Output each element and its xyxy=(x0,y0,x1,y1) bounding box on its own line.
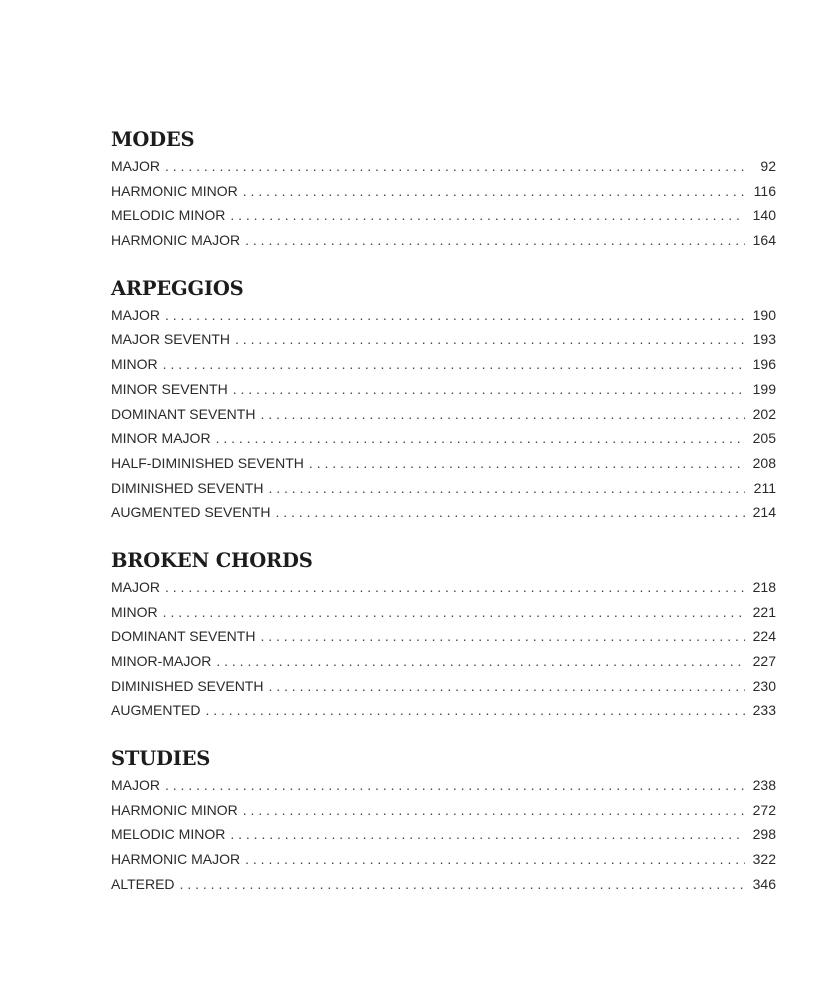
dot-leader xyxy=(268,476,745,501)
dot-leader xyxy=(216,426,745,451)
toc-entry[interactable] xyxy=(111,327,776,352)
toc-entry[interactable] xyxy=(111,228,776,253)
toc-entry[interactable] xyxy=(111,402,776,427)
entry-page-number: 218 xyxy=(752,578,776,595)
entry-label: DIMINISHED SEVENTH xyxy=(111,479,264,496)
entry-page-number: 272 xyxy=(752,801,776,818)
entry-label: MAJOR xyxy=(111,578,160,595)
entry-page-number: 205 xyxy=(752,430,776,447)
section-title: BROKEN CHORDS xyxy=(111,548,313,572)
toc-entry[interactable] xyxy=(111,303,776,328)
entry-label: DOMINANT SEVENTH xyxy=(111,405,256,422)
toc-entry[interactable] xyxy=(111,377,776,402)
toc-entry[interactable] xyxy=(111,649,776,674)
dot-leader xyxy=(245,847,745,872)
dot-leader xyxy=(275,500,745,525)
entry-label: HARMONIC MAJOR xyxy=(111,851,241,868)
toc-entry[interactable] xyxy=(111,575,776,600)
entry-label: MAJOR xyxy=(111,777,160,794)
entry-label: HARMONIC MINOR xyxy=(111,182,238,199)
entry-page-number: 298 xyxy=(752,826,776,843)
entry-label: AUGMENTED xyxy=(111,702,201,719)
entry-page-number: 346 xyxy=(752,875,776,892)
toc-entry[interactable] xyxy=(111,352,776,377)
toc-entry[interactable] xyxy=(111,674,776,699)
entry-label: MELODIC MINOR xyxy=(111,207,226,224)
section-title: MODES xyxy=(111,128,195,151)
entry-page-number: 199 xyxy=(752,380,776,397)
entry-label: MAJOR xyxy=(111,306,160,323)
toc-section-broken-chords xyxy=(111,548,776,723)
entry-label: MINOR SEVENTH xyxy=(111,380,228,397)
entry-label: AUGMENTED SEVENTH xyxy=(111,504,271,521)
entry-page-number: 238 xyxy=(752,777,776,794)
dot-leader xyxy=(243,179,745,204)
dot-leader xyxy=(165,154,745,179)
entry-page-number: 208 xyxy=(752,454,776,471)
dot-leader xyxy=(180,872,745,897)
dot-leader xyxy=(230,203,745,228)
entry-label: MINOR xyxy=(111,603,158,620)
entry-label: HARMONIC MAJOR xyxy=(111,232,241,249)
section-title: STUDIES xyxy=(111,747,211,771)
toc-entry[interactable] xyxy=(111,773,776,798)
toc-entry[interactable] xyxy=(111,203,776,228)
toc-section-modes xyxy=(111,127,776,253)
toc-entry[interactable] xyxy=(111,698,776,723)
entry-page-number: 193 xyxy=(752,331,776,348)
toc-entry[interactable] xyxy=(111,822,776,847)
entry-page-number: 322 xyxy=(752,851,776,868)
toc-entry[interactable] xyxy=(111,798,776,823)
dot-leader xyxy=(205,698,745,723)
entry-page-number: 224 xyxy=(752,628,776,645)
entry-page-number: 164 xyxy=(752,232,776,249)
entry-label: HARMONIC MINOR xyxy=(111,801,238,818)
entry-label: MINOR-MAJOR xyxy=(111,653,212,669)
entry-label: MINOR MAJOR xyxy=(111,430,211,447)
toc-entry[interactable] xyxy=(111,451,776,476)
entry-page-number: 230 xyxy=(752,677,776,694)
dot-leader xyxy=(245,228,745,253)
table-of-contents xyxy=(111,127,776,897)
dot-leader xyxy=(165,575,745,600)
entry-page-number: 221 xyxy=(752,603,776,620)
toc-entry[interactable] xyxy=(111,426,776,451)
dot-leader xyxy=(163,352,745,377)
dot-leader xyxy=(165,303,745,328)
dot-leader xyxy=(216,649,745,674)
toc-section-arpeggios xyxy=(111,276,776,525)
toc-entry[interactable] xyxy=(111,476,776,501)
toc-entry[interactable] xyxy=(111,179,776,204)
entry-page-number: 202 xyxy=(752,405,776,422)
dot-leader xyxy=(233,377,745,402)
entry-label: DIMINISHED SEVENTH xyxy=(111,677,264,694)
entry-page-number: 227 xyxy=(752,653,776,669)
entry-page-number: 196 xyxy=(752,356,776,373)
dot-leader xyxy=(230,822,745,847)
toc-entry[interactable] xyxy=(111,847,776,872)
dot-leader xyxy=(268,674,745,699)
entry-page-number: 214 xyxy=(752,504,776,521)
entry-page-number: 211 xyxy=(753,479,776,496)
toc-entry[interactable] xyxy=(111,154,776,179)
entry-page-number: 190 xyxy=(752,306,776,323)
entry-label: HALF-DIMINISHED SEVENTH xyxy=(111,454,304,471)
entry-label: MELODIC MINOR xyxy=(111,826,226,843)
entry-label: MAJOR SEVENTH xyxy=(111,331,231,348)
dot-leader xyxy=(235,327,745,352)
entry-label: ALTERED xyxy=(111,875,175,892)
toc-entry[interactable] xyxy=(111,872,776,897)
toc-entry[interactable] xyxy=(111,500,776,525)
entry-page-number: 140 xyxy=(752,207,776,224)
section-title: ARPEGGIOS xyxy=(111,276,244,300)
dot-leader xyxy=(260,624,745,649)
dot-leader xyxy=(309,451,745,476)
entry-label: MINOR xyxy=(111,356,158,373)
entry-page-number: 233 xyxy=(752,702,776,719)
entry-label: MAJOR xyxy=(111,158,160,174)
dot-leader xyxy=(243,798,745,823)
entry-page-number: 116 xyxy=(753,182,776,199)
dot-leader xyxy=(163,600,745,625)
dot-leader xyxy=(260,402,745,427)
dot-leader xyxy=(165,773,745,798)
entry-page-number: 92 xyxy=(760,158,776,174)
entry-label: DOMINANT SEVENTH xyxy=(111,628,256,645)
toc-entry[interactable] xyxy=(111,624,776,649)
toc-section-studies xyxy=(111,746,776,896)
toc-entry[interactable] xyxy=(111,600,776,625)
